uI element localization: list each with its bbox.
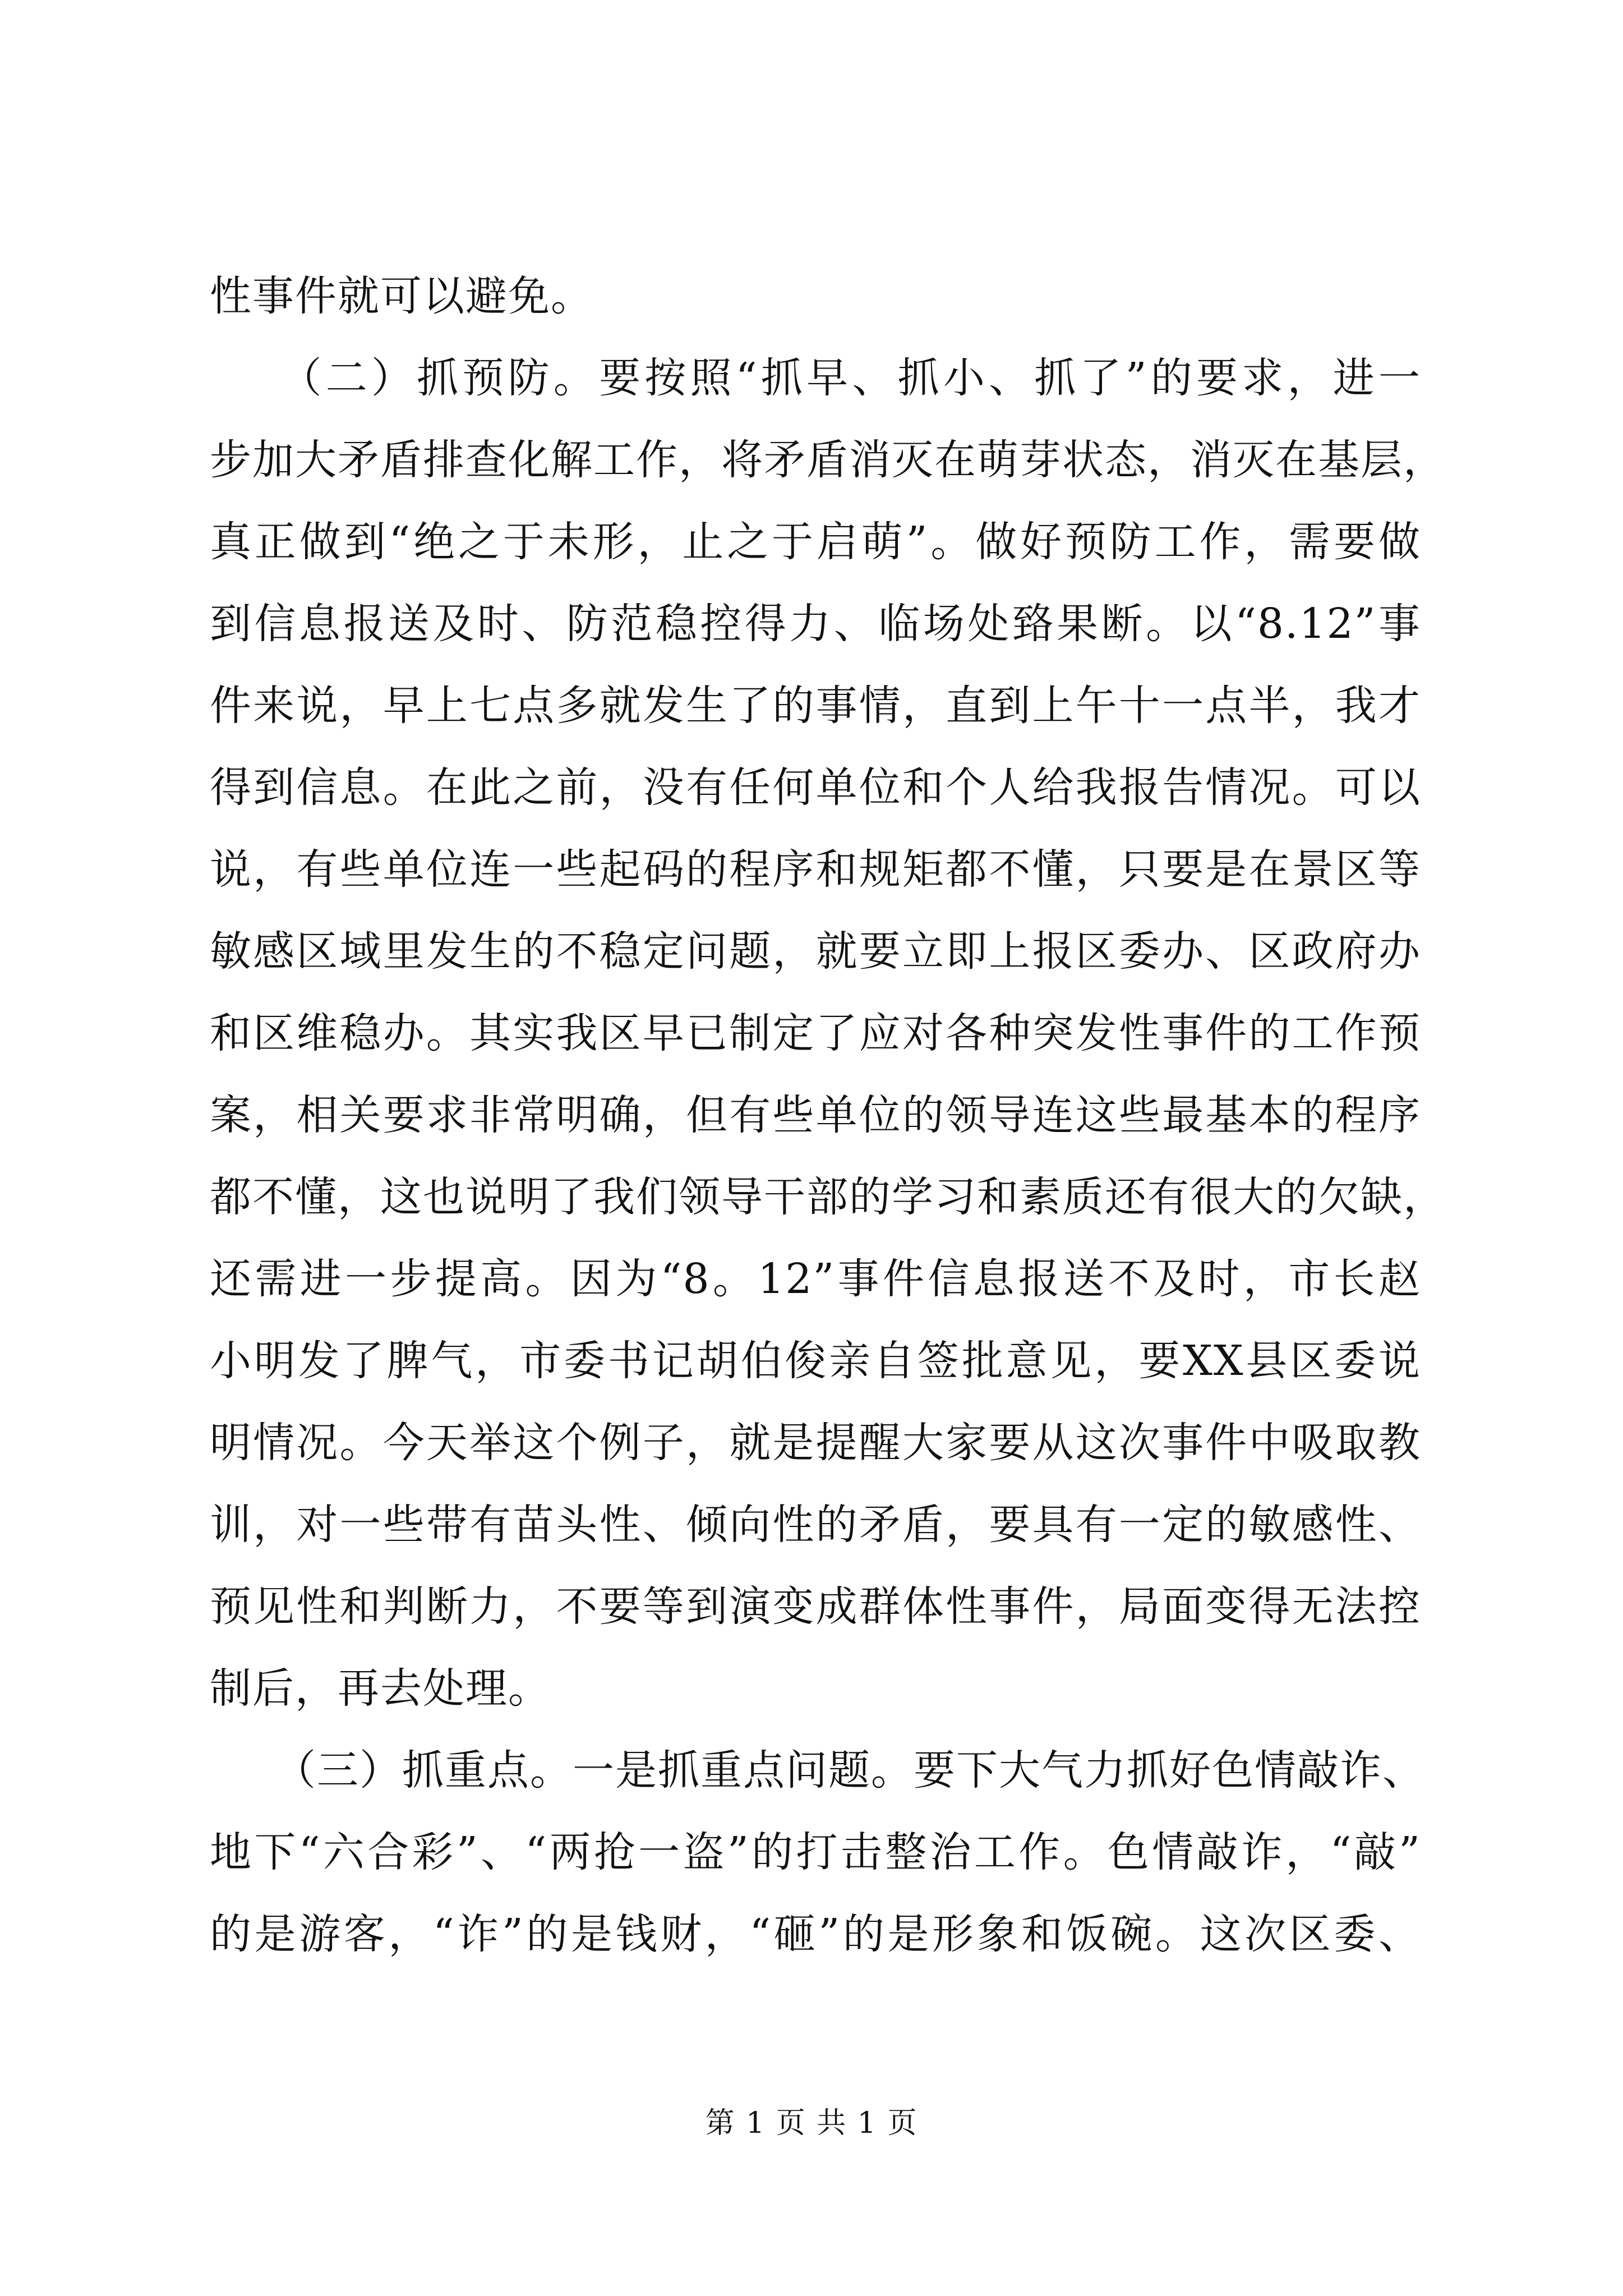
text-line: 得到信息。在此之前，没有任何单位和个人给我报告情况。可以 [210,763,1421,812]
text-line: 小明发了脾气，市委书记胡伯俊亲自签批意见，要XX县区委说 [210,1337,1421,1385]
text-line: 性事件就可以避免。 [210,272,593,320]
text-line: 制后，再去处理。 [210,1664,551,1713]
text-line: 案，相关要求非常明确，但有些单位的领导连这些最基本的程序 [210,1091,1421,1139]
text-line: 到信息报送及时、防范稳控得力、临场处臵果断。以“8.12”事 [210,600,1421,648]
text-line: （三）抓重点。一是抓重点问题。要下大气力抓好色情敲诈、 [210,1746,1425,1795]
text-line: 都不懂，这也说明了我们领导干部的学习和素质还有很大的欠缺， [210,1173,1446,1221]
text-line: 真正做到“绝之于未形，止之于启萌”。做好预防工作，需要做 [210,518,1421,566]
text-line: 和区维稳办。其实我区早已制定了应对各种突发性事件的工作预 [210,1009,1421,1057]
text-line: 明情况。今天举这个例子，就是提醒大家要从这次事件中吸取教 [210,1419,1421,1467]
text-line: 地下“六合彩”、“两抢一盗”的打击整治工作。色情敲诈，“敲” [210,1828,1421,1876]
text-line: 说，有些单位连一些起码的程序和规矩都不懂，只要是在景区等 [210,845,1421,894]
text-line: 还需进一步提高。因为“8。12”事件信息报送不及时，市长赵 [210,1255,1421,1303]
page-footer: 第 1 页 共 1 页 [705,2106,918,2140]
text-line: 的是游客，“诈”的是钱财，“砸”的是形象和饭碗。这次区委、 [210,1910,1421,1958]
text-line: 敏感区域里发生的不稳定问题，就要立即上报区委办、区政府办 [210,927,1421,976]
text-line: 预见性和判断力，不要等到演变成群体性事件，局面变得无法控 [210,1582,1421,1631]
text-line: （二）抓预防。要按照“抓早、抓小、抓了”的要求，进一 [210,354,1421,402]
text-line: 步加大矛盾排查化解工作，将矛盾消灭在萌芽状态，消灭在基层， [210,436,1446,484]
body-text [210,263,1446,1968]
text-line: 件来说，早上七点多就发生了的事情，直到上午十一点半，我才 [210,682,1421,730]
text-line: 训，对一些带有苗头性、倾向性的矛盾，要具有一定的敏感性、 [210,1501,1421,1549]
